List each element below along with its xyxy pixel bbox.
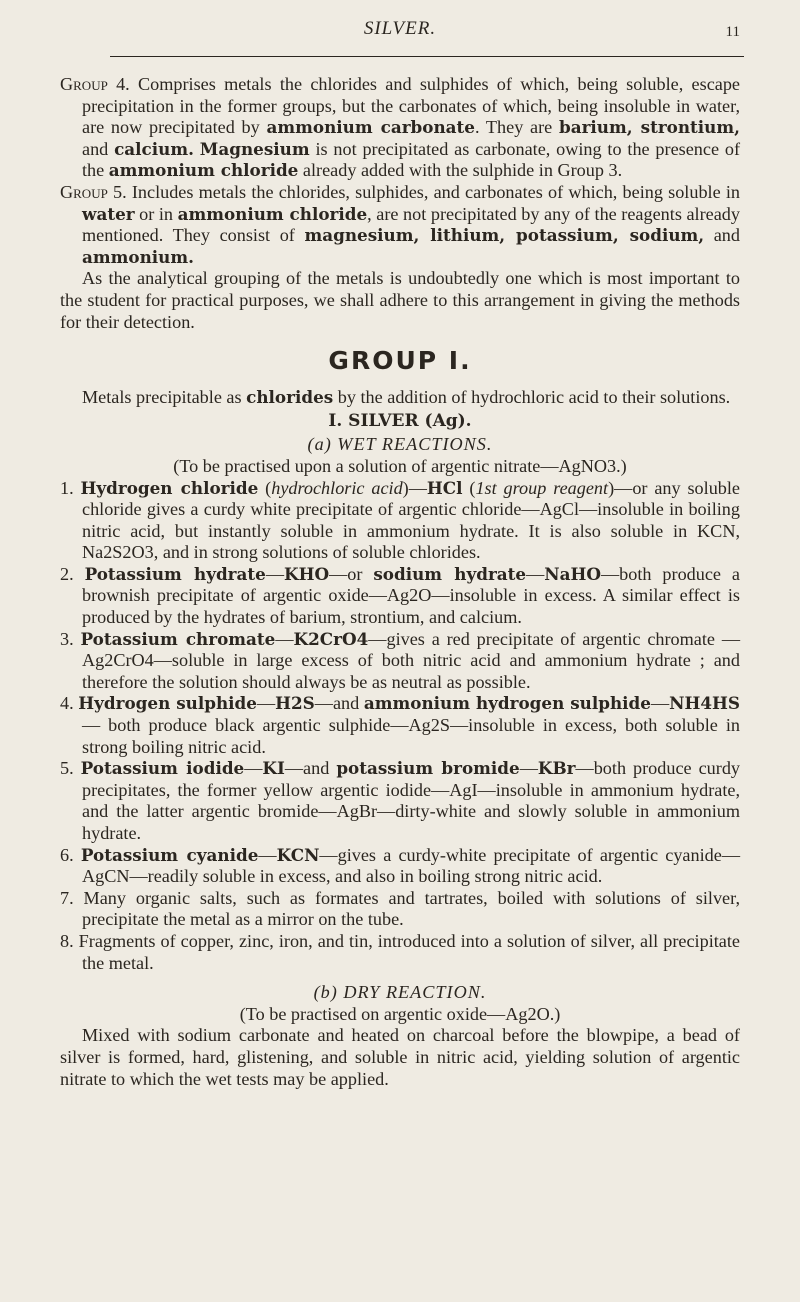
group4-paragraph [60, 74, 740, 182]
reaction-text: Potassium cyanide [80, 844, 259, 865]
running-title: SILVER. [363, 18, 437, 39]
group-heading: GROUP I. [328, 346, 472, 376]
page-number: 11 [725, 24, 740, 40]
closing-paragraph: As the analytical grouping of the metals is undoubtedly one which is most important to the student for practical purposes, we shall adhere to this arrangement in giving the methods for their detection. [60, 268, 740, 332]
reaction-text: KBr [537, 758, 576, 779]
reaction-text: —and [284, 758, 337, 779]
reaction-text: —or [329, 563, 374, 584]
group4-text: and [82, 138, 115, 159]
reaction-item [60, 845, 740, 888]
reaction-text: — [265, 563, 285, 584]
reaction-text: sodium hydrate [373, 563, 527, 584]
reaction-text: )—or any soluble chloride gives a curdy white precipitate of argentic chloride—AgCl—insoluble in boiling nitric acid, but instantly soluble in ammonium hydrate. It is also soluble in KCN, Na2S2O3, and in strong solutions of soluble chlorides. [82, 477, 741, 563]
group1-description [60, 387, 740, 409]
reaction-text: — [256, 693, 276, 714]
reaction-text: NaHO [544, 563, 601, 584]
reaction-text: ammonium hydrogen sulphide [363, 693, 651, 714]
reaction-text: hydrochloric acid [271, 477, 403, 498]
reaction-text: HCl [426, 477, 463, 498]
reaction-text: ( [462, 477, 476, 498]
reaction-number: 1. [60, 477, 81, 498]
group4-text: already added with the sulphide in Group 3. [298, 160, 623, 181]
reaction-text: —gives a red precipitate of argentic chromate —Ag2CrO4—soluble in large excess of both nitric acid and ammonium hydrate ; and therefore the solution should always be as neutral as possible. [82, 628, 741, 692]
reaction-number: 8. [60, 930, 79, 951]
desc-text: Metals precipitable as [82, 387, 247, 408]
reaction-number: 2. [60, 563, 85, 584]
reaction-number: 3. [60, 628, 81, 649]
group5-bold: water [82, 203, 135, 224]
reaction-text: — [275, 628, 294, 649]
reaction-number: 7. [60, 887, 84, 908]
header-rule [110, 56, 744, 57]
reaction-text: Hydrogen sulphide [78, 693, 257, 714]
reaction-text: —both produce a brownish precipitate of argentic oxide—Ag2O—insoluble in excess. A similar effect is produced by the hydrates of barium, strontium, and calcium. [82, 563, 740, 628]
dry-reaction-heading: (b) DRY REACTION. [313, 982, 487, 1003]
group4-label: Group 4. [60, 74, 130, 94]
reaction-item [60, 888, 740, 931]
group5-paragraph [60, 182, 740, 268]
group5-text: , are not precipitated by any of the reagents already mentioned. They consist of [82, 203, 740, 246]
reaction-text: — [244, 758, 263, 779]
reaction-text: KHO [284, 563, 330, 584]
reaction-text: KCN [276, 844, 320, 865]
reaction-text: —and [314, 693, 364, 714]
reaction-text: Hydrogen chloride [80, 477, 259, 498]
desc-text: by the addition of hydrochloric acid to their solutions. [333, 387, 731, 408]
reaction-text: Potassium chromate [80, 628, 276, 649]
reaction-item [60, 629, 740, 694]
desc-bold: chlorides [246, 387, 334, 408]
reaction-text: K2CrO4 [293, 628, 369, 649]
reaction-item [60, 693, 740, 758]
wet-reactions-heading: (a) WET REACTIONS. [307, 434, 493, 455]
reaction-number: 6. [60, 844, 81, 865]
reaction-text: potassium bromide [336, 758, 520, 779]
reaction-item [60, 564, 740, 629]
group5-bold: ammonium chloride [177, 203, 368, 224]
group5-bold: ammonium. [82, 246, 194, 267]
group5-text: Includes metals the chlorides, sulphides, and carbonates of which, being soluble in [126, 181, 740, 202]
reaction-text: Fragments of copper, zinc, iron, and tin, introduced into a solution of silver, all precipitate the metal. [78, 930, 740, 973]
group4-text: is not precipitated as carbonate, owing to the presence of the [82, 138, 741, 181]
reaction-text: KI [262, 758, 285, 779]
reaction-item [60, 758, 740, 844]
group4-bold: calcium. [114, 138, 194, 159]
group4-bold: barium, strontium, [558, 117, 740, 138]
reaction-text: ( [258, 477, 272, 498]
reaction-text: — [519, 758, 538, 779]
reaction-text: —both produce curdy precipitates, the former yellow argentic iodide—AgI—insoluble in ammonium hydrate, and the latter argentic bromide—AgBr—dirty-white and slowly soluble in ammonium hydrate. [82, 758, 741, 843]
group4-text: . They are [474, 117, 559, 138]
group4-bold: Magnesium [199, 138, 310, 159]
group5-text: or in [134, 203, 178, 224]
reaction-item [60, 478, 740, 564]
reaction-text: 1st group reagent [475, 477, 609, 498]
group4-bold: ammonium chloride [108, 160, 299, 181]
reaction-text: —gives a curdy-white precipitate of argentic cyanide—AgCN—readily soluble in excess, and also in boiling strong nitric acid. [82, 844, 741, 887]
group4-bold: ammonium carbonate [266, 117, 475, 138]
silver-heading: I. SILVER (Ag). [328, 410, 472, 431]
reaction-list [60, 478, 740, 975]
reaction-text: — [650, 693, 670, 714]
reaction-item [60, 931, 740, 974]
reaction-text: Potassium iodide [80, 758, 245, 779]
reaction-text: — [258, 844, 277, 865]
reaction-text: Many organic salts, such as formates and tartrates, boiled with solutions of silver, precipitate the metal as a mirror on the tube. [82, 887, 741, 930]
wet-reactions-note: (To be practised upon a solution of argentic nitrate—AgNO3.) [173, 455, 627, 476]
reaction-number: 5. [60, 758, 81, 779]
running-head [0, 0, 800, 70]
dry-reaction-note: (To be practised on argentic oxide—Ag2O.) [239, 1003, 561, 1024]
reaction-text: NH4HS [669, 693, 740, 714]
reaction-text: Potassium hydrate [84, 563, 266, 584]
group5-bold: magnesium, lithium, potassium, sodium, [304, 225, 705, 246]
group5-text: and [704, 225, 740, 246]
group4-text: Comprises metals the chlorides and sulphides of which, being soluble, escape precipitation in the former groups, but the carbonates of which, being insoluble in water, are now precipitated by [82, 74, 741, 138]
reaction-text: )— [402, 477, 427, 498]
reaction-text: H2S [275, 693, 315, 714]
reaction-number: 4. [60, 693, 79, 714]
group5-label: Group 5. [60, 181, 127, 202]
reaction-text: — [526, 563, 545, 584]
reaction-text: — both produce black argentic sulphide—Ag2S—insoluble in excess, both soluble in strong boiling nitric acid. [82, 715, 740, 757]
dry-reaction-text: Mixed with sodium carbonate and heated on charcoal before the blowpipe, a bead of silver is formed, hard, glistening, and soluble in nitric acid, yielding solution of argentic nitrate to which the wet tests may be applied. [60, 1025, 740, 1089]
